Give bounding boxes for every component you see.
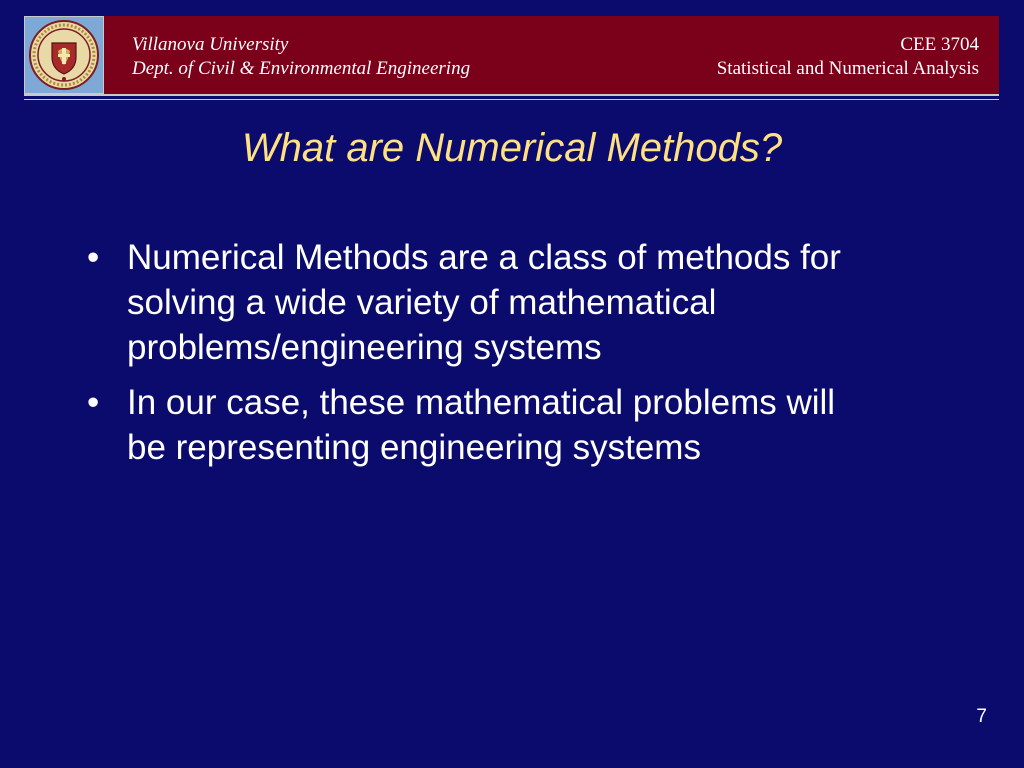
bullet-text: In our case, these mathematical problems will be representing engineering systems: [127, 383, 836, 467]
bullet-item: [83, 380, 883, 470]
header-rule-bottom: [24, 99, 999, 100]
seal-icon: [28, 19, 100, 91]
slide-title: What are Numerical Methods?: [241, 126, 783, 170]
department-name: Dept. of Civil & Environmental Engineering: [132, 58, 471, 79]
header-right-text: [717, 33, 979, 81]
course-title: Statistical and Numerical Analysis: [716, 58, 979, 79]
bullet-list: [83, 235, 883, 480]
bullet-item: [83, 235, 883, 370]
bullet-text: Numerical Methods are a class of methods for solving a wide variety of mathematical problems/engineering systems: [127, 238, 841, 367]
header-rule-top: [24, 94, 999, 96]
bullet-glyph: •: [87, 238, 100, 277]
bullet-glyph: •: [87, 383, 100, 422]
course-code: CEE 3704: [900, 34, 979, 55]
header-left-text: [132, 33, 470, 81]
university-name: Villanova University: [132, 34, 289, 55]
page-number: 7: [976, 706, 987, 727]
university-seal-logo: [24, 16, 104, 94]
